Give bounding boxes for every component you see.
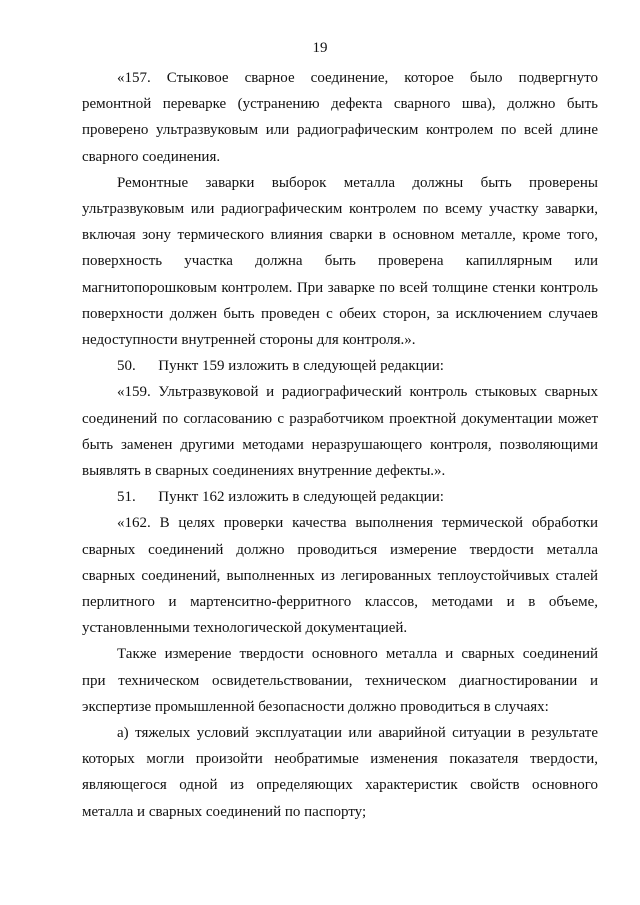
text-line: выявлять в сварных соединениях внутренние дефекты.».	[82, 463, 446, 480]
text-line: Также измерение твердости основного металла и сварных соединений	[117, 646, 598, 663]
text-line: включая зону термического влияния сварки в основном металле, кроме того,	[82, 227, 598, 244]
text-line: при техническом освидетельствовании, техническом диагностировании и	[82, 672, 598, 689]
text-line: экспертизе промышленной безопасности должно проводиться в случаях:	[82, 698, 549, 715]
paragraph	[82, 641, 598, 720]
text-line: перлитного и мартенситно-ферритного классов, методами и в объеме,	[82, 594, 598, 611]
document-body	[82, 65, 598, 825]
text-line: являющегося одной из определяющих характеристик свойств основного	[82, 777, 598, 794]
text-line: а) тяжелых условий эксплуатации или аварийной ситуации в результате	[117, 725, 598, 742]
text-line: «157. Стыковое сварное соединение, которое было подвергнуто	[117, 70, 598, 86]
text-line: ремонтной переварке (устранению дефекта сварного шва), должно быть	[82, 96, 598, 113]
paragraph	[82, 353, 598, 379]
paragraph	[82, 170, 598, 353]
text-line: проверено ультразвуковым или радиографическим контролем по всей длине	[82, 122, 598, 139]
text-line: поверхности должен быть проведен с обеих сторон, за исключением случаев	[82, 305, 598, 322]
page-number: 19	[312, 40, 328, 56]
paragraph	[82, 65, 598, 170]
text-line: поверхность участка должна быть проверена капиллярным или	[82, 253, 598, 270]
text-line: сварных соединений должно проводиться измерение твердости металла	[82, 541, 598, 558]
text-line: установленными технологической документацией.	[82, 620, 408, 637]
paragraph	[82, 510, 598, 641]
text-line: соединений по согласованию с разработчиком проектной документации может	[82, 410, 598, 427]
text-line: 50. Пункт 159 изложить в следующей редакции:	[117, 358, 444, 375]
text-line: «159. Ультразвуковой и радиографический контроль стыковых сварных	[117, 384, 598, 401]
paragraph	[82, 720, 598, 825]
text-line: магнитопорошковым контролем. При заварке по всей толщине стенки контроль	[82, 279, 598, 296]
text-line: «162. В целях проверки качества выполнения термической обработки	[117, 515, 598, 532]
text-line: металла и сварных соединений по паспорту;	[82, 803, 367, 820]
text-line: Ремонтные заварки выборок металла должны быть проверены	[117, 174, 598, 191]
text-line: недоступности внутренней стороны для контроля.».	[82, 332, 416, 349]
text-line: которых могли произойти необратимые изменения показателя твердости,	[82, 751, 598, 768]
text-line: сварных соединений, выполненных из легированных теплоустойчивых сталей	[82, 567, 598, 584]
paragraph	[82, 379, 598, 484]
text-line: ультразвуковым или радиографическим контролем по всему участку заварки,	[82, 201, 598, 218]
text-line: быть заменен другими методами неразрушающего контроля, позволяющими	[82, 436, 598, 453]
paragraph	[82, 484, 598, 510]
text-line: 51. Пункт 162 изложить в следующей редакции:	[117, 489, 444, 506]
text-line: сварного соединения.	[82, 148, 221, 165]
